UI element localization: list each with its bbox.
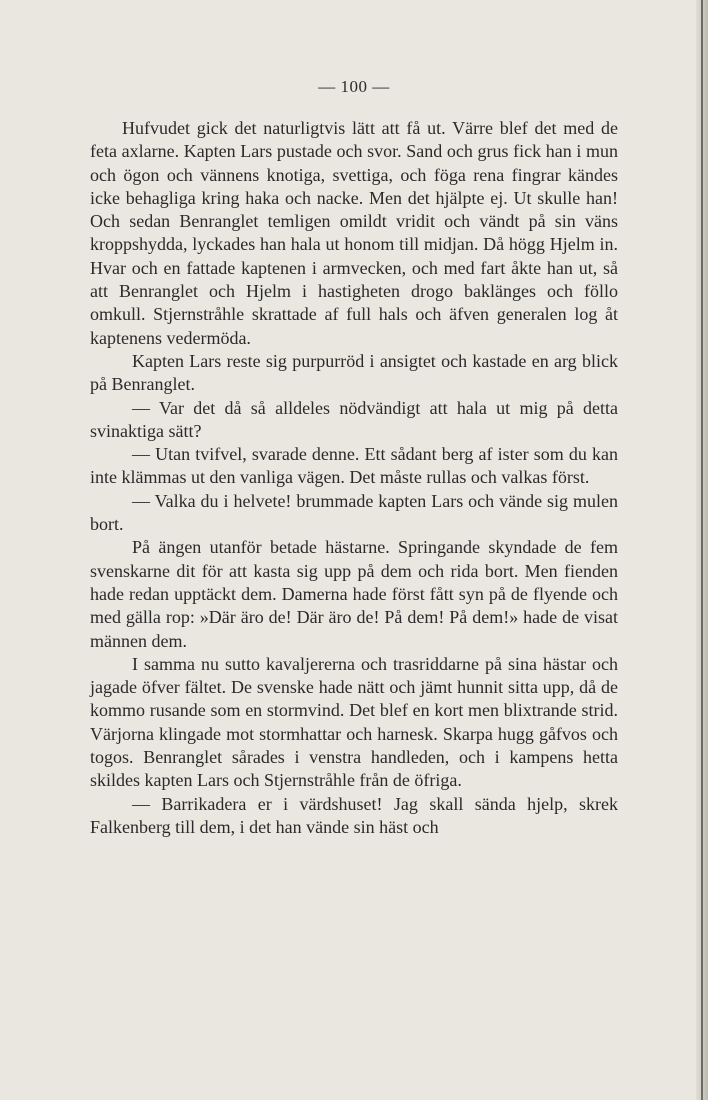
paragraph: På ängen utanför betade hästarne. Springande skyndade de fem svenskarne dit för att kasta sig upp på dem och rida bort. Men fienden hade redan upptäckt dem. Damerna hade först fått syn på de flyende och med gälla rop: »Där äro de! Där äro de! På dem! På dem!» hade de visat männen dem. (90, 537, 618, 651)
paragraph: I samma nu sutto kavaljererna och trasriddarne på sina hästar och jagade öfver fältet. De svenske hade nätt och jämt hunnit sitta upp, då de kommo rusande som en stormvind. Det blef en kort men blixtrande strid. Värjorna klingade mot stormhattar och harnesk. Skarpa hugg gåfvos och togos. Benranglet sårades i venstra handleden, och i kampens hetta skildes kapten Lars och Stjernstråhle från de öfriga. (90, 653, 618, 791)
body-text (90, 117, 618, 839)
paragraph: Kapten Lars reste sig purpurröd i ansigtet och kastade en arg blick på Benranglet. (90, 350, 618, 395)
page-number: — 100 — (318, 77, 390, 96)
paragraph: — Valka du i helvete! brummade kapten Lars och vände sig mulen bort. (90, 490, 618, 535)
page-edge (696, 0, 708, 1100)
paragraph: — Var det då så alldeles nödvändigt att hala ut mig på detta svinaktiga sätt? (90, 397, 618, 441)
paragraph: — Utan tvifvel, svarade denne. Ett sådant berg af ister som du kan inte klämmas ut den vanliga vägen. Det måste rullas och valkas först. (90, 444, 618, 488)
paragraph: Hufvudet gick det naturligtvis lätt att få ut. Värre blef det med de feta axlarne. Kapten Lars pustade och svor. Sand och grus fick han i mun och ögon och vännens knotiga, svettiga, och föga rena fingrar kändes icke behagliga kring haka och nacke. Men det hjälpte ej. Ut skulle han! Och sedan Benranglet temligen omildt vridit och vändt på sin väns kroppshydda, lyckades han hala ut honom till midjan. Då högg Hjelm in. Hvar och en fattade kaptenen i armvecken, och med fart åkte han ut, så att Benranglet och Hjelm i hastigheten drogo baklänges och föllo omkull. Stjernstråhle skrattade af full hals och äfven generalen log åt kaptenens vedermöda. (90, 118, 618, 348)
paragraph: — Barrikadera er i värdshuset! Jag skall sända hjelp, skrek Falkenberg till dem, i det han vände sin häst och (90, 793, 618, 837)
